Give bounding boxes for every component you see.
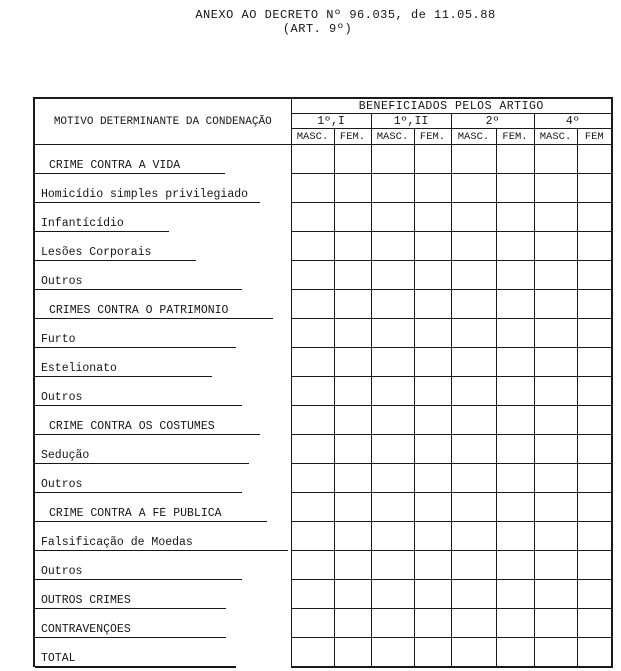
row-label-cell	[34, 261, 291, 290]
article-col-label: 1º,I	[314, 115, 348, 129]
form-cell	[334, 609, 371, 638]
form-cell	[414, 406, 451, 435]
form-cell	[334, 261, 371, 290]
form-cell	[334, 464, 371, 493]
form-cell	[334, 522, 371, 551]
row-label: CRIME CONTRA A VIDA	[35, 159, 225, 175]
form-cell	[414, 348, 451, 377]
form-cell	[534, 638, 577, 667]
table-row	[34, 203, 612, 232]
row-label: Outros	[35, 565, 242, 581]
form-cell	[534, 377, 577, 406]
form-cell	[414, 580, 451, 609]
form-cell	[496, 174, 534, 203]
form-cell	[534, 232, 577, 261]
form-cell	[496, 261, 534, 290]
form-cell	[577, 522, 612, 551]
form-cell	[371, 203, 414, 232]
sex-col-header: FEM.	[496, 129, 534, 145]
row-label: Infantícídio	[35, 217, 169, 233]
sex-col-header: MASC.	[451, 129, 496, 145]
table-row	[34, 435, 612, 464]
form-cell	[414, 377, 451, 406]
form-cell	[291, 290, 334, 319]
form-cell	[496, 522, 534, 551]
form-cell	[534, 522, 577, 551]
row-label-cell	[34, 232, 291, 261]
form-cell	[496, 580, 534, 609]
row-label-cell	[34, 203, 291, 232]
row-label-cell	[34, 435, 291, 464]
table-row	[34, 232, 612, 261]
form-cell	[577, 464, 612, 493]
form-cell	[534, 580, 577, 609]
table-row	[34, 522, 612, 551]
form-cell	[451, 348, 496, 377]
article-col-label: 2º	[483, 115, 503, 129]
row-label-cell	[34, 522, 291, 551]
form-cell	[371, 377, 414, 406]
form-cell	[534, 493, 577, 522]
form-cell	[534, 145, 577, 174]
form-cell	[451, 580, 496, 609]
form-cell	[291, 145, 334, 174]
form-cell	[577, 232, 612, 261]
row-label: Falsificação de Moedas	[35, 536, 288, 552]
row-label-cell	[34, 174, 291, 203]
row-label-cell	[34, 145, 291, 174]
form-cell	[371, 348, 414, 377]
form-cell	[496, 377, 534, 406]
corner-header: MOTIVO DETERMINANTE DA CONDENAÇÃO	[34, 98, 291, 145]
form-cell	[371, 464, 414, 493]
form-cell	[534, 290, 577, 319]
form-cell	[371, 638, 414, 667]
form-cell	[371, 435, 414, 464]
form-cell	[334, 580, 371, 609]
form-cell	[451, 290, 496, 319]
table-row	[34, 609, 612, 638]
form-cell	[577, 261, 612, 290]
row-label-cell	[34, 638, 291, 667]
form-cell	[291, 261, 334, 290]
form-cell	[577, 406, 612, 435]
form-cell	[414, 435, 451, 464]
form-cell	[334, 319, 371, 348]
form-cell	[334, 551, 371, 580]
form-cell	[534, 435, 577, 464]
table-row	[34, 464, 612, 493]
article-col-header-1-I	[291, 114, 371, 129]
form-cell	[414, 232, 451, 261]
table-row	[34, 174, 612, 203]
form-cell	[534, 319, 577, 348]
title-decree-line: ANEXO AO DECRETO Nº 96.035, de 11.05.88	[195, 8, 496, 22]
form-cell	[451, 551, 496, 580]
form-cell	[371, 319, 414, 348]
form-cell	[371, 580, 414, 609]
row-label: OUTROS CRIMES	[35, 594, 226, 610]
sex-col-header: MASC.	[534, 129, 577, 145]
form-cell	[291, 348, 334, 377]
row-label: Lesões Corporais	[35, 246, 196, 262]
row-label: CRIME CONTRA OS COSTUMES	[35, 420, 260, 436]
table-row	[34, 638, 612, 667]
sex-col-header: FEM.	[334, 129, 371, 145]
form-cell	[291, 522, 334, 551]
form-cell	[371, 609, 414, 638]
form-cell	[291, 580, 334, 609]
row-label: TOTAL	[35, 652, 236, 668]
form-cell	[371, 145, 414, 174]
form-cell	[577, 319, 612, 348]
table-row	[34, 377, 612, 406]
form-cell	[334, 232, 371, 261]
row-label-cell	[34, 551, 291, 580]
document-title	[158, 8, 533, 36]
form-cell	[451, 435, 496, 464]
row-label-cell	[34, 377, 291, 406]
form-cell	[414, 203, 451, 232]
row-label: Sedução	[35, 449, 249, 465]
form-cell	[291, 203, 334, 232]
form-cell	[291, 638, 334, 667]
form-cell	[496, 638, 534, 667]
form-cell	[371, 493, 414, 522]
form-cell	[451, 377, 496, 406]
form-cell	[334, 145, 371, 174]
form-cell	[496, 145, 534, 174]
row-label: CONTRAVENÇÕES	[35, 623, 226, 639]
form-cell	[496, 609, 534, 638]
form-cell	[577, 290, 612, 319]
form-cell	[414, 290, 451, 319]
form-cell	[534, 406, 577, 435]
form-cell	[577, 145, 612, 174]
form-table	[33, 97, 613, 668]
form-cell	[577, 435, 612, 464]
row-label-cell	[34, 580, 291, 609]
table-row	[34, 551, 612, 580]
form-cell	[371, 551, 414, 580]
form-cell	[371, 290, 414, 319]
form-cell	[414, 551, 451, 580]
form-cell	[451, 638, 496, 667]
form-cell	[451, 464, 496, 493]
form-cell	[291, 232, 334, 261]
row-label: CRIMES CONTRA O PATRIMÔNIO	[35, 304, 273, 320]
form-cell	[291, 609, 334, 638]
article-col-header-1-II	[371, 114, 451, 129]
form-cell	[291, 493, 334, 522]
group-header: BENEFICIADOS PELOS ARTIGO	[291, 98, 612, 114]
form-cell	[534, 551, 577, 580]
form-cell	[496, 435, 534, 464]
form-cell	[414, 522, 451, 551]
form-cell	[534, 348, 577, 377]
form-cell	[451, 609, 496, 638]
article-col-label: 1º,II	[391, 115, 432, 129]
form-cell	[534, 261, 577, 290]
form-cell	[496, 319, 534, 348]
article-col-header-4	[534, 114, 612, 129]
row-label-cell	[34, 348, 291, 377]
form-cell	[291, 406, 334, 435]
form-cell	[371, 406, 414, 435]
form-cell	[291, 551, 334, 580]
form-cell	[334, 406, 371, 435]
table-row	[34, 319, 612, 348]
form-cell	[334, 203, 371, 232]
form-cell	[451, 203, 496, 232]
sex-col-header: MASC.	[291, 129, 334, 145]
form-cell	[334, 290, 371, 319]
form-cell	[414, 319, 451, 348]
form-cell	[371, 174, 414, 203]
table-row	[34, 406, 612, 435]
row-label-cell	[34, 319, 291, 348]
form-cell	[577, 348, 612, 377]
form-cell	[577, 174, 612, 203]
form-cell	[291, 174, 334, 203]
form-cell	[496, 493, 534, 522]
sex-col-header: FEM.	[414, 129, 451, 145]
form-cell	[371, 261, 414, 290]
form-cell	[414, 609, 451, 638]
table-row	[34, 290, 612, 319]
form-cell	[577, 203, 612, 232]
row-label: Outros	[35, 391, 242, 407]
sex-col-header: MASC.	[371, 129, 414, 145]
row-label: CRIME CONTRA A FÉ PÚBLICA	[35, 507, 267, 523]
form-cell	[334, 638, 371, 667]
form-cell	[451, 493, 496, 522]
row-label-cell	[34, 493, 291, 522]
form-cell	[451, 522, 496, 551]
form-cell	[451, 261, 496, 290]
form-cell	[334, 435, 371, 464]
form-cell	[496, 232, 534, 261]
article-col-label: 4º	[563, 115, 583, 129]
row-label-cell	[34, 464, 291, 493]
form-cell	[414, 493, 451, 522]
row-label: Furto	[35, 333, 236, 349]
form-cell	[291, 435, 334, 464]
form-cell	[496, 348, 534, 377]
form-cell	[291, 377, 334, 406]
form-cell	[414, 174, 451, 203]
form-cell	[534, 174, 577, 203]
row-label-cell	[34, 406, 291, 435]
form-cell	[334, 493, 371, 522]
row-label: Outros	[35, 478, 242, 494]
row-label-cell	[34, 609, 291, 638]
form-cell	[414, 145, 451, 174]
table-row	[34, 348, 612, 377]
form-cell	[414, 638, 451, 667]
article-col-header-2	[451, 114, 534, 129]
form-cell	[496, 290, 534, 319]
form-cell	[334, 377, 371, 406]
form-cell	[371, 522, 414, 551]
table-row	[34, 261, 612, 290]
table-row	[34, 145, 612, 174]
form-cell	[334, 348, 371, 377]
form-cell	[291, 319, 334, 348]
form-cell	[496, 406, 534, 435]
form-cell	[451, 145, 496, 174]
row-label: Homicídio simples privilegiado	[35, 188, 260, 204]
form-cell	[496, 464, 534, 493]
sex-col-header: FEM	[577, 129, 612, 145]
form-cell	[534, 609, 577, 638]
form-cell	[451, 232, 496, 261]
form-cell	[577, 638, 612, 667]
form-cell	[451, 174, 496, 203]
form-cell	[577, 609, 612, 638]
form-cell	[577, 551, 612, 580]
row-label-cell	[34, 290, 291, 319]
form-cell	[496, 203, 534, 232]
row-label: Estelionato	[35, 362, 212, 378]
form-cell	[534, 203, 577, 232]
form-cell	[334, 174, 371, 203]
form-cell	[577, 493, 612, 522]
form-cell	[371, 232, 414, 261]
form-cell	[414, 464, 451, 493]
form-cell	[496, 551, 534, 580]
form-cell	[414, 261, 451, 290]
form-cell	[291, 464, 334, 493]
form-cell	[451, 406, 496, 435]
title-article-line: (ART. 9º)	[282, 22, 353, 36]
form-cell	[577, 377, 612, 406]
form-cell	[577, 580, 612, 609]
table-row	[34, 493, 612, 522]
form-cell	[451, 319, 496, 348]
row-label: Outros	[35, 275, 242, 291]
table-row	[34, 580, 612, 609]
form-cell	[534, 464, 577, 493]
